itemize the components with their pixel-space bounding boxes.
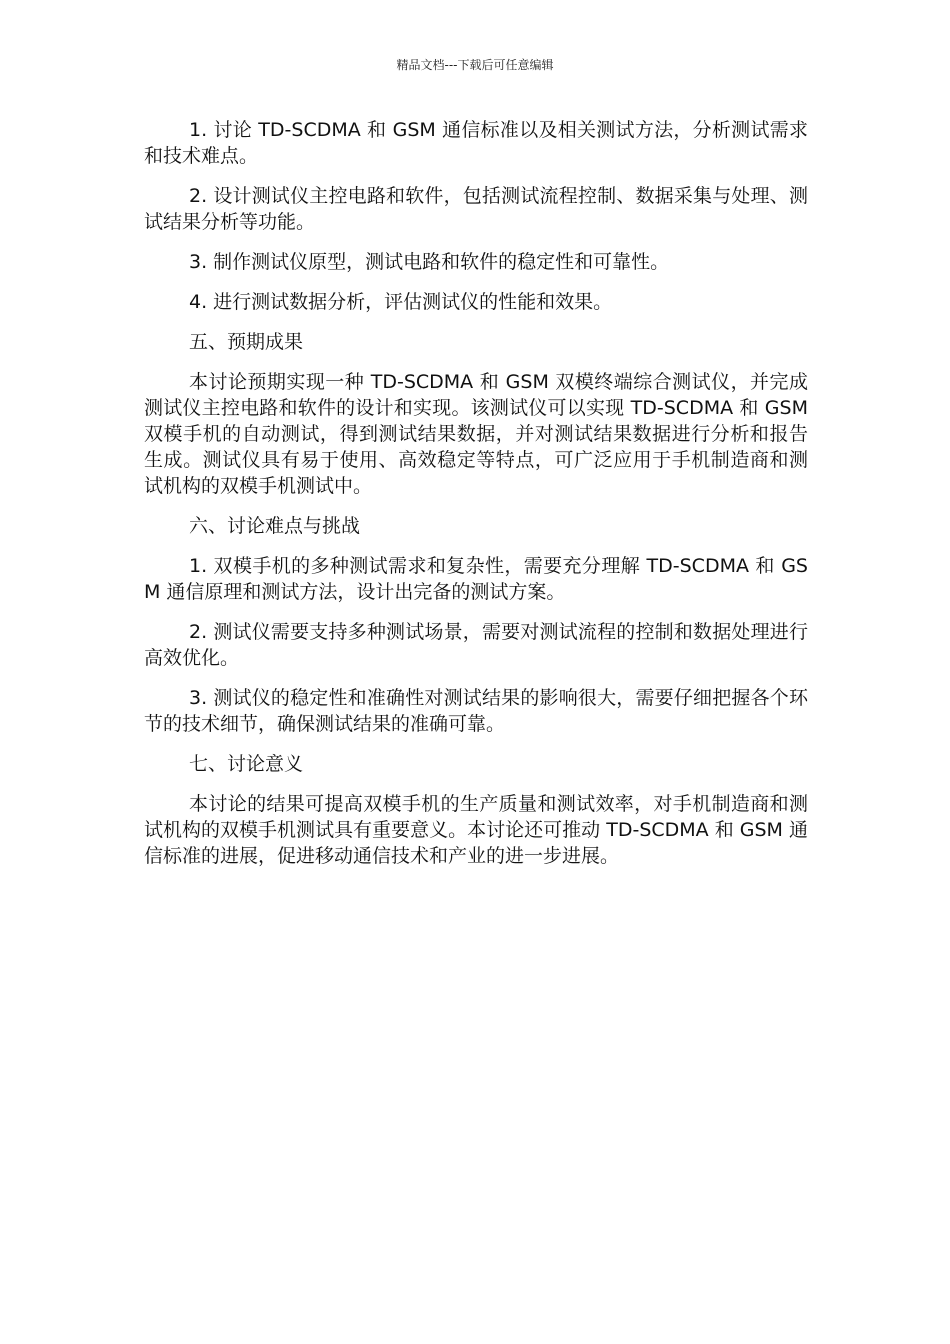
- document-body: [144, 117, 808, 883]
- list-item-1: 1. 讨论 TD-SCDMA 和 GSM 通信标准以及相关测试方法，分析测试需求和技术难点。: [144, 119, 808, 167]
- section-heading-difficulties: 六、讨论难点与挑战: [189, 515, 361, 537]
- section-heading-expected-results: 五、预期成果: [189, 331, 304, 353]
- list-item-4: 4. 进行测试数据分析，评估测试仪的性能和效果。: [189, 291, 613, 313]
- section-heading-significance: 七、讨论意义: [189, 753, 304, 775]
- paragraph-significance: 本讨论的结果可提高双模手机的生产质量和测试效率，对手机制造商和测试机构的双模手机测试具有重要意义。本讨论还可推动 TD-SCDMA 和 GSM 通信标准的进展，促进移动通信技术和产业的进一步进展。: [144, 793, 808, 867]
- difficulty-item-2: 2. 测试仪需要支持多种测试场景，需要对测试流程的控制和数据处理进行高效优化。: [144, 621, 808, 669]
- page-header: 精品文档---下载后可任意编辑: [396, 58, 554, 72]
- list-item-2: 2. 设计测试仪主控电路和软件，包括测试流程控制、数据采集与处理、测试结果分析等功能。: [144, 185, 808, 233]
- difficulty-item-1: 1. 双模手机的多种测试需求和复杂性，需要充分理解 TD-SCDMA 和 GSM 通信原理和测试方法，设计出完备的测试方案。: [144, 555, 808, 603]
- list-item-3: 3. 制作测试仪原型，测试电路和软件的稳定性和可靠性。: [189, 251, 670, 273]
- paragraph-expected-results: 本讨论预期实现一种 TD-SCDMA 和 GSM 双模终端综合测试仪，并完成测试仪主控电路和软件的设计和实现。该测试仪可以实现 TD-SCDMA 和 GSM 双模手机的自动测试，得到测试结果数据，并对测试结果数据进行分析和报告生成。测试仪具有易于使用、高效稳定等特点，可广泛应用于手机制造商和测试机构的双模手机测试中。: [144, 371, 808, 497]
- difficulty-item-3: 3. 测试仪的稳定性和准确性对测试结果的影响很大，需要仔细把握各个环节的技术细节，确保测试结果的准确可靠。: [144, 687, 808, 735]
